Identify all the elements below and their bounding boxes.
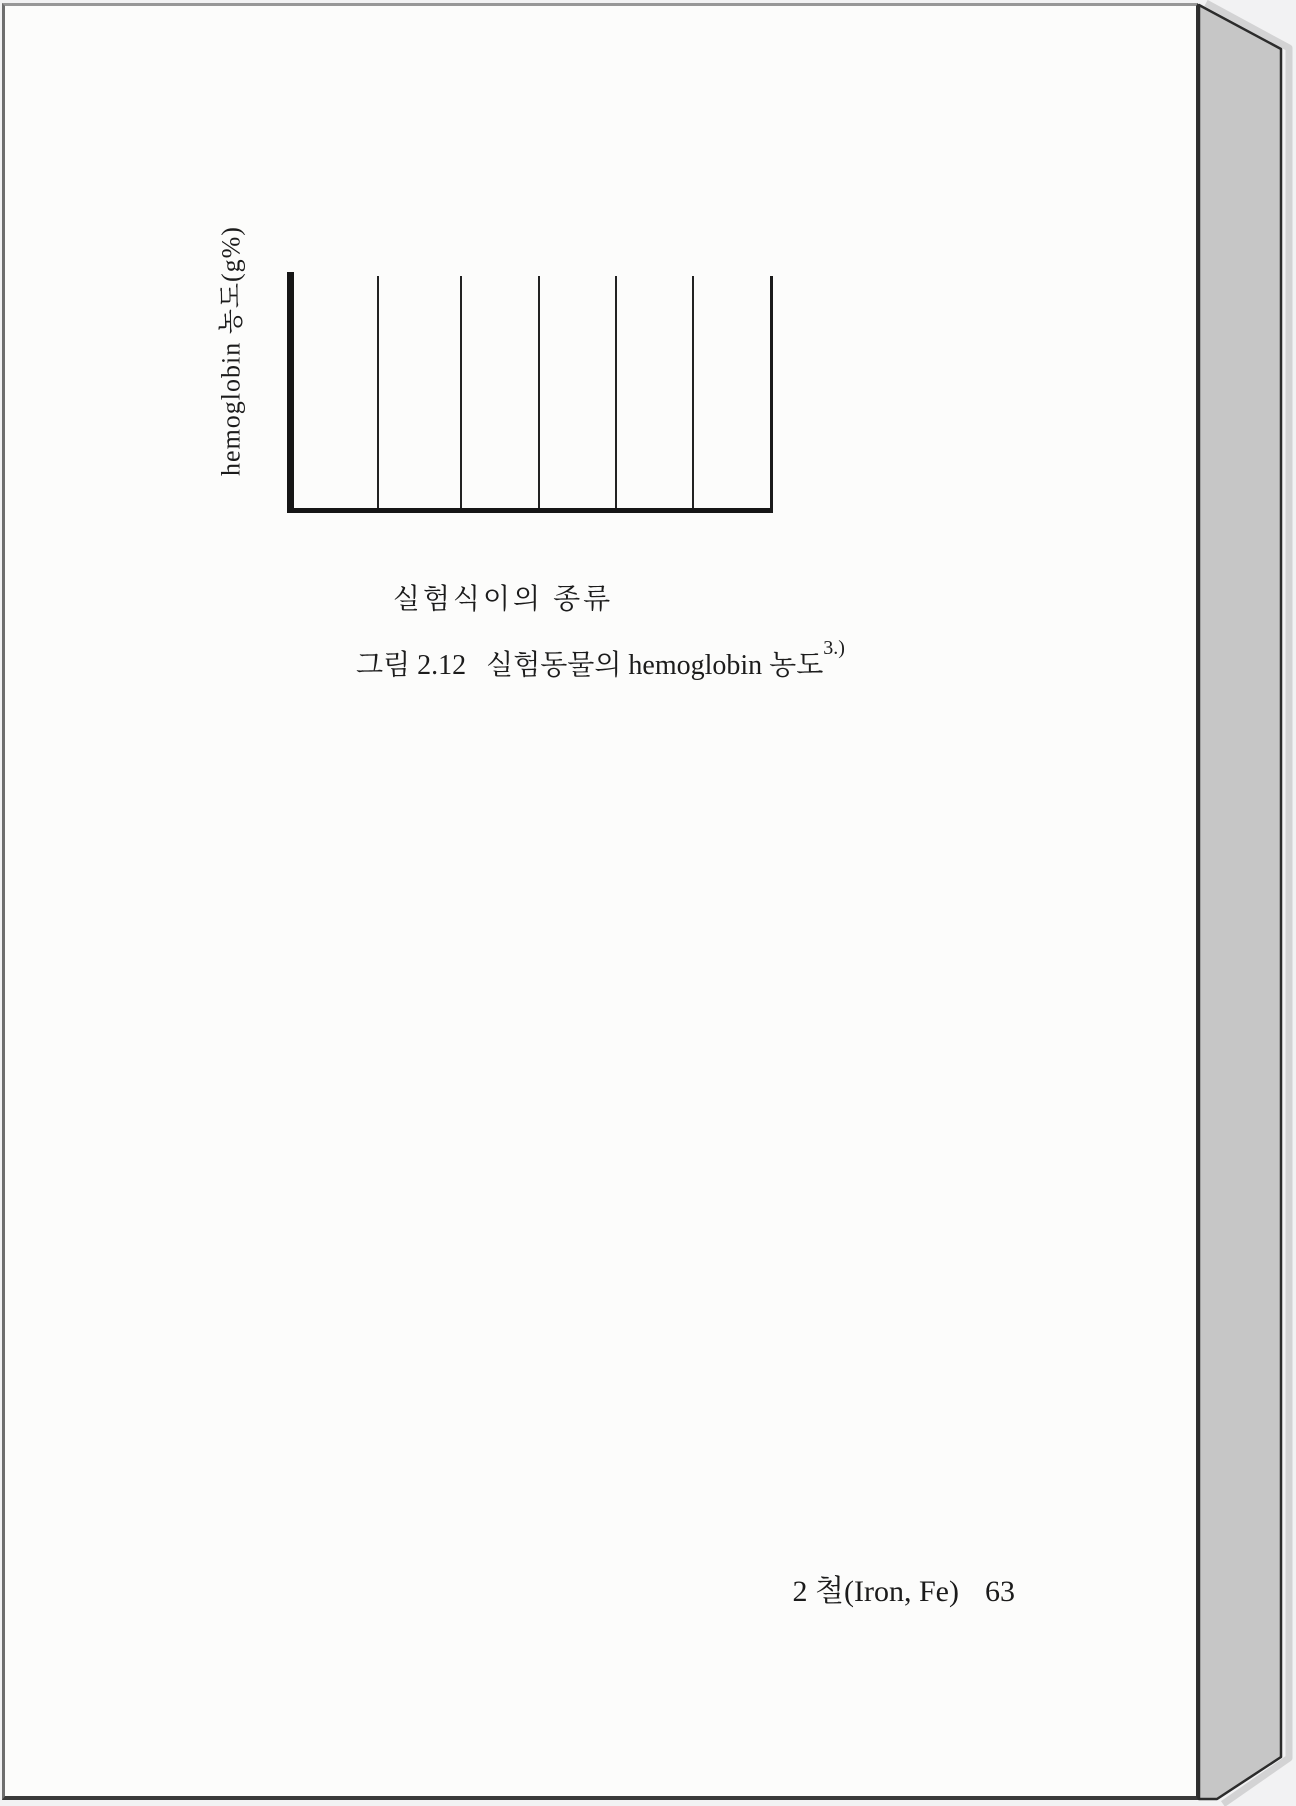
figure-caption-text: 실험동물의 hemoglobin 농도: [486, 650, 824, 681]
pair-separator-1: [377, 276, 379, 508]
right-axis-line: [770, 276, 773, 513]
pair-separator-4: [615, 276, 617, 508]
figure-caption: [5, 636, 1196, 683]
pair-separator-3: [538, 276, 540, 508]
pair-separator-2: [460, 276, 462, 508]
pair-separator-5: [692, 276, 694, 508]
page-edge-shadow: [1206, 3, 1289, 1804]
x-axis-line: [287, 508, 773, 513]
figure-caption-number: 그림 2.12: [356, 650, 467, 681]
figure-caption-reference: 3.): [823, 636, 845, 659]
page: [2, 3, 1198, 1800]
y-axis-line: [287, 272, 294, 513]
running-title: 2 철(Iron, Fe): [792, 1575, 959, 1608]
page-number: 63: [985, 1575, 1015, 1608]
page-edge-face: [1199, 5, 1281, 1799]
x-axis-title: 실험식이의 종류: [392, 584, 614, 615]
hemoglobin-bar-chart: [5, 6, 1196, 626]
page-footer: [793, 1566, 1015, 1610]
y-axis-title: hemoglobin 농도(g%): [216, 226, 246, 476]
